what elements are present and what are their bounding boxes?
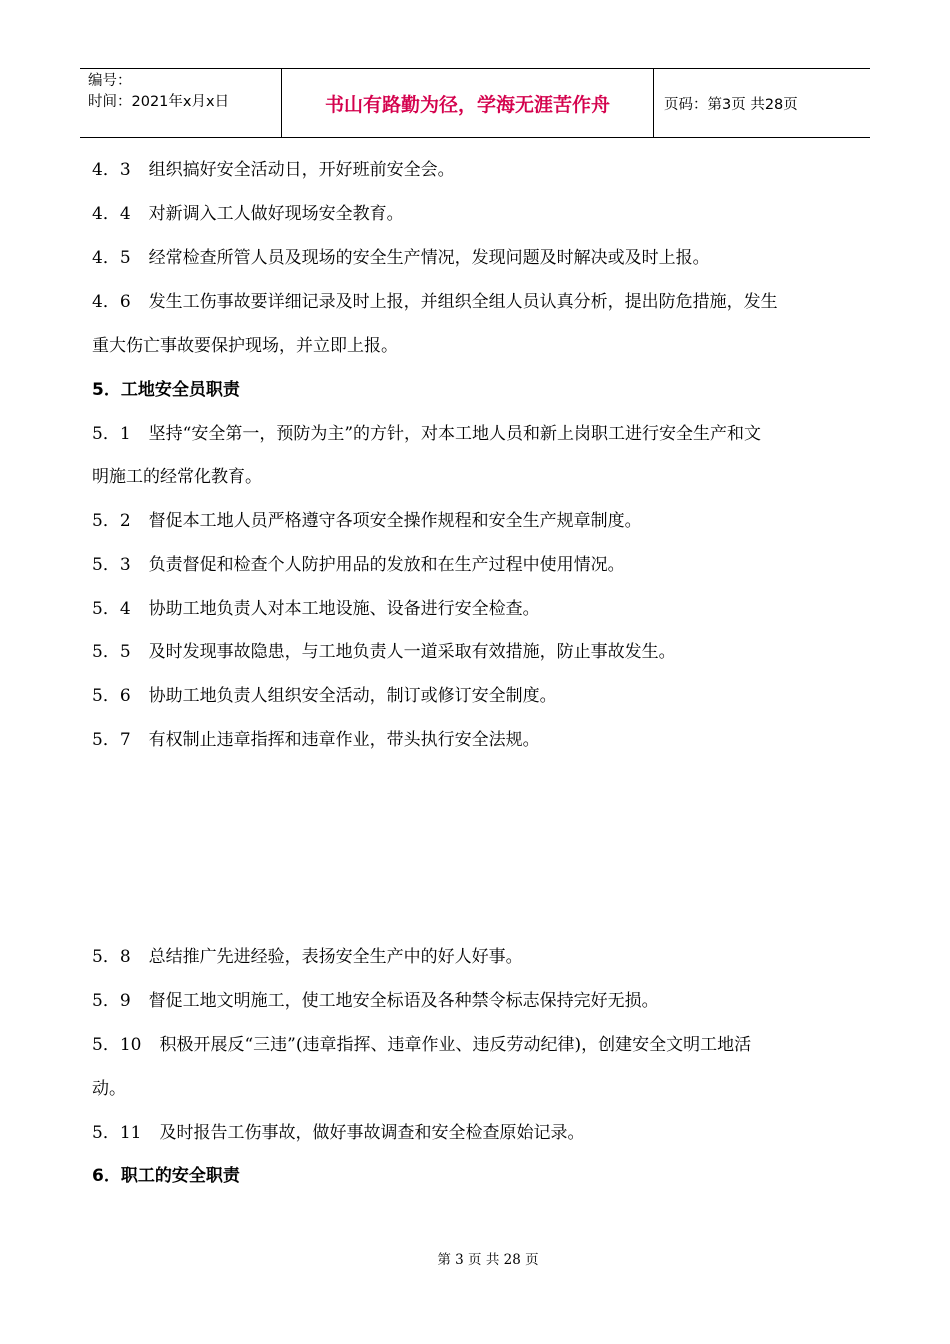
paragraph-5-4 xyxy=(92,599,540,619)
paragraph-4-4 xyxy=(92,204,404,224)
paragraph-text: 动。 xyxy=(92,1079,126,1099)
paragraph-text: 负责督促和检查个人防护用品的发放和在生产过程中使用情况。 xyxy=(148,555,625,575)
paragraph-text: 发生工伤事故要详细记录及时上报，并组织全组人员认真分析，提出防危措施，发生 xyxy=(148,292,778,312)
paragraph-text: 组织搞好安全活动日，开好班前安全会。 xyxy=(148,160,455,180)
paragraph-number: 5．10 xyxy=(92,1035,142,1055)
paragraph-4-6-cont xyxy=(92,336,398,356)
paragraph-number: 5．4 xyxy=(92,599,131,619)
header-motto: 书山有路勤为径，学海无涯苦作舟 xyxy=(282,69,654,137)
paragraph-text: 明施工的经常化教育。 xyxy=(92,467,262,487)
paragraph-number: 5．6 xyxy=(92,686,131,706)
paragraph-text: 及时发现事故隐患，与工地负责人一道采取有效措施，防止事故发生。 xyxy=(148,642,676,662)
section-heading-5: 5．工地安全员职责 xyxy=(92,380,240,400)
paragraph-number: 5．11 xyxy=(92,1123,142,1143)
paragraph-text: 督促工地文明施工，使工地安全标语及各种禁令标志保持完好无损。 xyxy=(148,991,659,1011)
paragraph-text: 总结推广先进经验，表扬安全生产中的好人好事。 xyxy=(148,947,523,967)
section-heading-6: 6．职工的安全职责 xyxy=(92,1166,240,1186)
paragraph-5-10-cont xyxy=(92,1079,126,1099)
header-page-info: 页码：第3页 共28页 xyxy=(664,96,798,113)
paragraph-number: 4．3 xyxy=(92,160,131,180)
paragraph-text: 协助工地负责人组织安全活动，制订或修订安全制度。 xyxy=(148,686,557,706)
paragraph-5-6 xyxy=(92,686,557,706)
paragraph-number: 4．6 xyxy=(92,292,131,312)
paragraph-5-8 xyxy=(92,947,523,967)
paragraph-number: 4．5 xyxy=(92,248,131,268)
paragraph-5-3 xyxy=(92,555,625,575)
page-header xyxy=(80,68,870,138)
paragraph-text: 重大伤亡事故要保护现场，并立即上报。 xyxy=(92,336,398,356)
paragraph-text: 积极开展反“三违”(违章指挥、违章作业、违反劳动纪律)，创建安全文明工地活 xyxy=(159,1035,752,1055)
paragraph-5-2 xyxy=(92,511,642,531)
paragraph-text: 协助工地负责人对本工地设施、设备进行安全检查。 xyxy=(148,599,540,619)
document-number: 编号： xyxy=(88,73,132,89)
paragraph-text: 督促本工地人员严格遵守各项安全操作规程和安全生产规章制度。 xyxy=(148,511,642,531)
paragraph-number: 5．5 xyxy=(92,642,131,662)
paragraph-5-5 xyxy=(92,642,676,662)
paragraph-number: 5．7 xyxy=(92,730,131,750)
paragraph-number: 5．8 xyxy=(92,947,131,967)
paragraph-number: 5．1 xyxy=(92,424,131,444)
paragraph-5-9 xyxy=(92,991,659,1011)
paragraph-5-1 xyxy=(92,424,761,444)
paragraph-text: 有权制止违章指挥和违章作业，带头执行安全法规。 xyxy=(148,730,540,750)
paragraph-5-1-cont xyxy=(92,467,262,487)
paragraph-4-3 xyxy=(92,160,455,180)
paragraph-text: 坚持“安全第一，预防为主”的方针，对本工地人员和新上岗职工进行安全生产和文 xyxy=(148,424,762,444)
paragraph-4-6 xyxy=(92,292,778,312)
document-date: 时间：2021年x月x日 xyxy=(88,94,230,110)
paragraph-text: 经常检查所管人员及现场的安全生产情况，发现问题及时解决或及时上报。 xyxy=(148,248,710,268)
paragraph-text: 对新调入工人做好现场安全教育。 xyxy=(148,204,404,224)
paragraph-5-11 xyxy=(92,1123,584,1143)
paragraph-number: 5．9 xyxy=(92,991,131,1011)
paragraph-5-7 xyxy=(92,730,540,750)
paragraph-5-10 xyxy=(92,1035,751,1055)
paragraph-4-5 xyxy=(92,248,710,268)
page-footer: 第 3 页 共 28 页 xyxy=(437,1252,539,1268)
paragraph-number: 4．4 xyxy=(92,204,131,224)
header-meta xyxy=(80,69,282,137)
paragraph-number: 5．2 xyxy=(92,511,131,531)
paragraph-text: 及时报告工伤事故，做好事故调查和安全检查原始记录。 xyxy=(159,1123,585,1143)
paragraph-number: 5．3 xyxy=(92,555,131,575)
